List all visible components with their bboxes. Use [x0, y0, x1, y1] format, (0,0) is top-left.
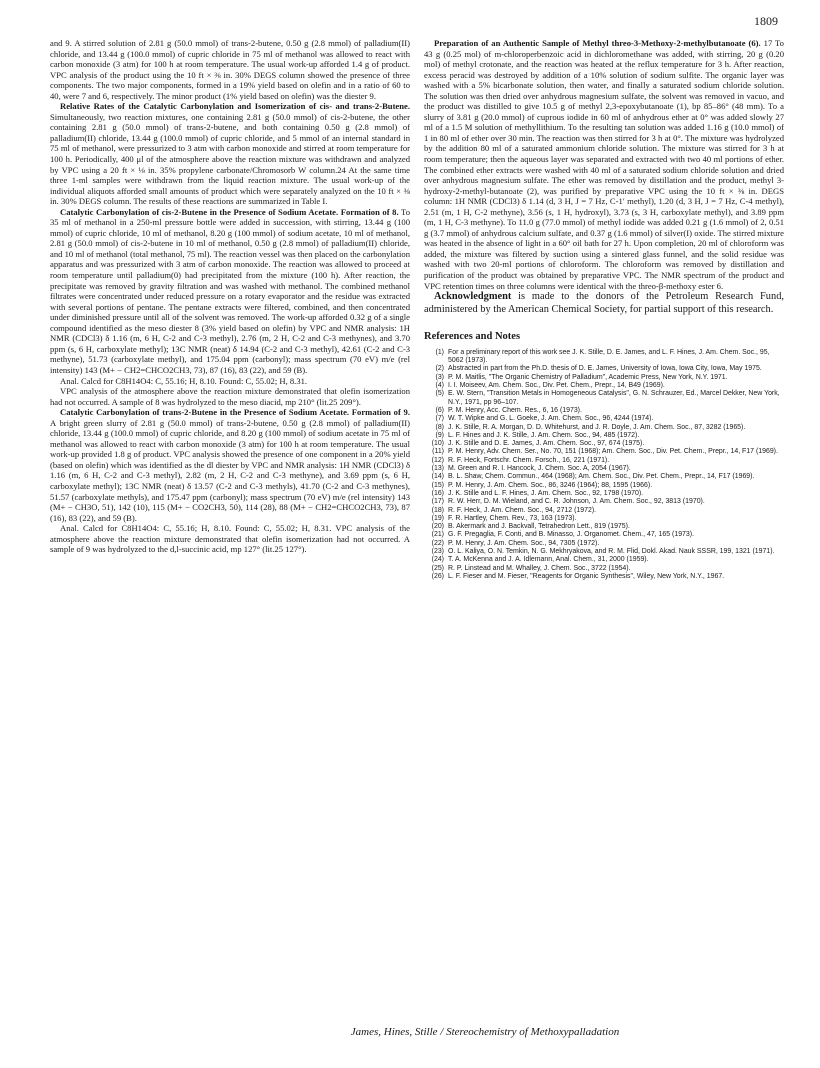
reference-number: (10) [431, 440, 444, 448]
paragraph [50, 101, 410, 206]
references-list [424, 349, 784, 581]
reference-text: L. F. Hines and J. K. Stille, J. Am. Chem. Soc., 94, 485 (1972). [448, 431, 640, 439]
paragraph [50, 38, 410, 101]
paragraph [50, 523, 410, 555]
references-title: References and Notes [424, 331, 521, 343]
right-column [424, 38, 784, 581]
paragraph-text: Anal. Calcd for C8H14O4: C, 55.16; H, 8.10. Found: C, 55.02; H, 8.31. VPC analysis of the atmosphere above the reaction mixture demonstrated that olefin isomerization had not occurred. A sample of 9 was hydrolyzed to the d,l-succinic acid, mp 127° (lit.25 127°). [50, 523, 410, 555]
reference-text: Abstracted in part from the Ph.D. thesis of D. E. James, University of Iowa, Iowa City, Iowa, May 1975. [448, 365, 762, 373]
reference-number: (5) [435, 390, 444, 398]
reference-number: (22) [431, 539, 444, 547]
reference-item [424, 523, 784, 531]
reference-item [424, 457, 784, 465]
paragraph-heading: Preparation of an Authentic Sample of Methyl threo-3-Methoxy-2-methylbutanoate (6). [434, 38, 761, 48]
paragraph-heading: Catalytic Carbonylation of cis-2-Butene in the Presence of Sodium Acetate. Formation of 8. [60, 206, 399, 217]
paragraph-text: Anal. Calcd for C8H14O4: C, 55.16; H, 8.10. Found: C, 55.02; H, 8.31. [60, 375, 308, 386]
reference-number: (14) [431, 473, 444, 481]
reference-number: (18) [431, 506, 444, 514]
reference-text: R. P. Linstead and M. Whalley, J. Chem. Soc., 3722 (1954). [448, 564, 631, 572]
reference-item [424, 382, 784, 390]
reference-item [424, 548, 784, 556]
reference-text: G. F. Pregaglia, F. Conti, and B. Minasso, J. Organomet. Chem., 47, 165 (1973). [448, 531, 695, 539]
paragraph-text: VPC analysis of the atmosphere above the reaction mixture demonstrated that olefin isomerization had not occurred. A sample of 8 was hydrolyzed to the meso diacid, mp 210° (lit.25 209°). [50, 386, 410, 407]
reference-text: B. Akermark and J. Backvall, Tetrahedron Lett., 819 (1975). [448, 523, 630, 531]
reference-text: R. F. Heck, J. Am. Chem. Soc., 94, 2712 (1972). [448, 506, 597, 514]
paragraph [424, 38, 784, 291]
reference-number: (23) [431, 547, 444, 555]
reference-text: L. F. Fieser and M. Fieser, "Reagents for Organic Synthesis", Wiley, New York, N.Y., 1967. [448, 572, 725, 580]
acknowledgment [424, 291, 784, 316]
paragraph [50, 207, 410, 376]
paragraph-text: and 9. A stirred solution of 2.81 g (50.0 mmol) of trans-2-butene, 0.50 g (2.8 mmol) of palladium(II) chloride, and 13.44 g (100.0 mmol) of cupric chloride in 75 ml of methanol was allowed to react with carbon monoxide (3 atm) for 100 h at room temperature. The usual work-up afforded 1.4 g of product. VPC analysis of the product using the 10 ft × ⅜ in. 30% DEGS column showed the presence of three components. The two major components, formed in a 19% yield based on olefin and in a ratio of 60 to 40, were 7 and 6, respectively. The minor product (1% yield based on olefin) was the diester 9. [50, 38, 410, 101]
running-footer: James, Hines, Stille / Stereochemistry of Methoxypalladation [350, 1026, 620, 1038]
reference-text: P. M. Henry, Acc. Chem. Res., 6, 16 (1973). [448, 406, 582, 414]
reference-text: E. W. Stern, "Transition Metals in Homogeneous Catalysis", G. N. Schrauzer, Ed., Marcel Dekker, New York, N.Y., 1971, pp 96–107. [448, 390, 780, 406]
reference-number: (2) [435, 365, 444, 373]
reference-item [424, 531, 784, 539]
reference-item [424, 390, 784, 407]
page-number: 1809 [754, 14, 778, 28]
paragraph-text: Simultaneously, two reaction mixtures, one containing 2.81 g (50.0 mmol) of cis-2-butene, the other containing 2.81 g (50.0 mmol) of trans-2-butene, and both containing 0.50 g (2.8 mmol) of palladium(II) chloride, 13.44 g (100.0 mmol) of cupric chloride, and 5 mmol of an internal standard in 75 ml of methanol, were pressurized to 3 atm with carbon monoxide and stirred at room temperature for 100 h. Periodically, 400 μl of the atmosphere above the reaction mixture was withdrawn and analyzed by VPC using a 20 ft × ⅛ in. 35% propylene carbonate/Chromosorb W column.24 At the same time three 1-ml samples were withdrawn from the liquid reaction mixture. The usual work-up of the individual aliquots afforded small amounts of product which were separately analyzed on the 10 ft × ⅜ in. 30% DEGS column. The results of these reactions are summarized in Table I. [50, 111, 410, 207]
reference-text: J. K. Stille, R. A. Morgan, D. D. Whitehurst, and J. R. Doyle, J. Am. Chem. Soc., 87, 3282 (1965). [448, 423, 746, 431]
reference-text: W. T. Wipke and G. L. Goeke, J. Am. Chem. Soc., 96, 4244 (1974). [448, 415, 654, 423]
reference-number: (26) [431, 572, 444, 580]
reference-item [424, 556, 784, 564]
reference-item [424, 565, 784, 573]
reference-text: P. M. Henry, J. Am. Chem. Soc., 86, 3246 (1964); 88, 1595 (1966). [448, 481, 653, 489]
reference-item [424, 490, 784, 498]
reference-text: B. L. Shaw, Chem. Commun., 464 (1968); Am. Chem. Soc., Div. Pet. Chem., Prepr., 14, F17 (1969). [448, 473, 755, 481]
reference-text: F. R. Hartley, Chem. Rev., 73, 163 (1973). [448, 514, 577, 522]
reference-number: (16) [431, 489, 444, 497]
reference-number: (21) [431, 531, 444, 539]
reference-number: (4) [435, 382, 444, 390]
paragraph-heading: Relative Rates of the Catalytic Carbonylation and Isomerization of cis- and trans-2-Butene. [60, 101, 410, 112]
paragraph [50, 376, 410, 387]
reference-text: P. M. Maitlis, "The Organic Chemistry of Palladium", Academic Press, New York, N.Y. 1971. [448, 373, 728, 381]
reference-number: (24) [431, 556, 444, 564]
reference-text: I. I. Moiseev, Am. Chem. Soc., Div. Pet. Chem., Prepr., 14, B49 (1969). [448, 382, 665, 390]
reference-number: (12) [431, 456, 444, 464]
reference-item [424, 482, 784, 490]
reference-number: (20) [431, 523, 444, 531]
paragraph-text: A bright green slurry of 2.81 g (50.0 mmol) of trans-2-butene, 0.50 g (2.8 mmol) of palladium(II) chloride, 13.44 g (100.0 mmol) of cupric chloride, and 8.20 g (100 mmol) of sodium acetate in 75 ml of methanol was allowed to react with carbon monoxide (3 atm) for 100 h at room temperature. The usual work-up provided 1.8 g of product. VPC analysis showed the presence of one component in a 20% yield (based on olefin) which was identified as the dl diester by VPC and NMR analysis: 1H NMR (CDCl3) δ 1.16 (m, 6 H, C-2 and C-3 methyl), 2.82 (m, 2 H, C-2 and C-3 methyne), and 3.69 ppm (s, 6 H, carboxylate methyl); 13C NMR (neat) δ 13.57 (C-2 and C-3 methyls), 41.70 (C-2 and C-3 methynes), 51.57 (carboxylate methyls), and 175.47 ppm (carbonyl); mass spectrum (70 eV) m/e (rel intensity) 143 (M+ − CH3O, 51), 142 (10), 115 (M+ − CO2CH3, 50), 114 (28), 88 (M+ − CH2=CHCO2CH3, 73), 87 (16), 83 (22), and 59 (B). [50, 417, 410, 523]
reference-item [424, 415, 784, 423]
paragraph [50, 407, 410, 523]
reference-item [424, 573, 784, 581]
reference-item [424, 440, 784, 448]
reference-number: (1) [435, 348, 444, 356]
reference-item [424, 507, 784, 515]
reference-text: J. K. Stille and D. E. James, J. Am. Chem. Soc., 97, 674 (1975). [448, 440, 645, 448]
paragraph-text: 17 To 43 g (0.25 mol) of m-chloroperbenzoic acid in dichloromethane was added, with stirring, 20 g (0.20 mol) of methyl crotonate, and the reaction was heated at the reflux temperature for 3 h. After reaction, excess peracid was destroyed by addition of a 10% solution of sodium sulfite. The organic layer was washed with a 5% bicarbonate solution, then water, and finally a saturated sodium chloride solution. The solution was then dried over anhydrous magnesium sulfate, the solvent was removed in vacuo, and the product was distilled to give 10.5 g of methyl 2,3-epoxybutanoate (1), bp 85–86° (48 mm). To a slurry of 3.81 g (20.0 mmol) of cuprous iodide in 60 ml of anhydrous ether at 0° was added slowly 27 ml of a 1.5 M solution of methyllithium. To the resulting tan solution was added 1.16 g (10.0 mmol) of 1 in 80 ml of ether over 30 min. The reaction was then stirred for 3 h at 0°. The mixture was hydrolyzed by the addition 80 ml of a saturated ammonium chloride solution. The mixture was stirred for 3 h at room temperature; then the aqueous layer was separated and extracted with two 40 ml portions of ether. The combined ether extracts were washed with 40 ml of a saturated sodium chloride solution and dried over anhydrous magnesium sulfate. The ether was removed by distillation and the product, methyl 3-hydroxy-2-methyl-butanoate (2), was purified by preparative VPC using the 10 ft × ⅜ in. DEGS column: 1H NMR (CDCl3) δ 1.14 (d, 3 H, J = 7 Hz, C-1′ methyl), 1.20 (d, 3 H, J = 7 Hz, C-4 methyl), 2.51 (m, 1 H, C-2 methyne), 3.56 (s, 1 H, hydroxyl), 3.73 (s, 3 H, carboxylate methyl), and 3.89 ppm (m, 1 H, C-3 methyne). To 11.0 g (77.0 mmol) of methyl iodide was added 0.21 g (1.6 mmol) of 2, 0.51 g (3.7 mmol) of anhydrous calcium sulfate, and 0.37 g (1.6 mmol) of silver(I) oxide. The stirred mixture was heated in the absence of light in a 60° oil bath for 27 h. Upon completion, 20 ml of chloroform was added, the mixture was filtered by suction using a sintered glass funnel, and the solid residue was washed with two 20-ml portions of chloroform. The chloroform was removed by distillation and purification of the product was obtained by preparative VPC. The NMR spectrum of the product and VPC retention times on three columns were identical with the threo-β-methoxy ester 6. [424, 38, 784, 291]
acknowledgment-text: is made to the donors of the Petroleum Research Fund, administered by the American Chemical Society, for partial support of this research. [424, 291, 784, 315]
reference-number: (13) [431, 465, 444, 473]
left-column [50, 38, 410, 555]
reference-number: (17) [431, 498, 444, 506]
reference-number: (25) [431, 564, 444, 572]
paragraph-heading: Catalytic Carbonylation of trans-2-Butene in the Presence of Sodium Acetate. Formation of 9. [60, 407, 410, 418]
reference-number: (8) [435, 423, 444, 431]
paragraph [50, 386, 410, 407]
reference-item [424, 349, 784, 366]
reference-number: (7) [435, 415, 444, 423]
paragraph-text: To 35 ml of methanol in a 250-ml pressure bottle were added in succession, with stirring, 13.44 g (100 mmol) of cupric chloride, 10 ml of methanol, 8.20 g (100 mmol) of sodium acetate, 10 ml of methanol, 2.81 g (50.0 mmol) of cis-2-butene in 10 ml of methanol, 0.50 g (2.8 mmol) of palladium(II) chloride, and 10 ml of methanol (total methanol, 75 ml). The reaction vessel was then placed on the carbonylation apparatus and was pressurized with 3 atm of carbon monoxide. The reaction was allowed to proceed at room temperature until palladium(0) had precipitated from the mixture (100 h). After reaction, the precipitate was removed by gravity filtration and was washed with methanol. The combined methanol filtrates were concentrated under reduced pressure on a rotary evaporator and the residue was extracted with several portions of pentane. The pentane extracts were filtered, combined, and then concentrated under diminished pressure until all of the solvent was removed. The work-up afforded 0.32 g of a single compound identified as the meso diester 8 (3% yield based on olefin) by VPC and NMR analysis: 1H NMR (CDCl3) δ 1.16 (m, 6 H, C-2 and C-3 methyl), 2.76 (m, 2 H, C-2 and C-3 methynes), and 3.70 ppm (s, 6 H, carboxylate methyl); 13C NMR (neat) δ 14.94 (C-2 and C-3 methyl), 42.61 (C-2 and C-3 methyne), 51.73 (carboxylate methyl), and 175.04 ppm (carbonyl); mass spectrum (70 eV) m/e (rel intensity) 143 (M+ − CH2=CHCO2CH3, 73), 87 (16), 83 (22), and 59 (B). [50, 206, 410, 375]
reference-number: (19) [431, 514, 444, 522]
reference-item [424, 365, 784, 373]
reference-number: (15) [431, 481, 444, 489]
reference-number: (9) [435, 431, 444, 439]
reference-item [424, 432, 784, 440]
reference-text: R. F. Heck, Fortschr. Chem. Forsch., 16, 221 (1971). [448, 456, 610, 464]
reference-item [424, 448, 784, 456]
reference-item [424, 374, 784, 382]
reference-item [424, 407, 784, 415]
reference-item [424, 515, 784, 523]
reference-number: (3) [435, 373, 444, 381]
reference-item [424, 540, 784, 548]
reference-item [424, 498, 784, 506]
acknowledgment-heading: Acknowledgment [434, 291, 512, 303]
reference-text: O. L. Kaliya, O. N. Temkin, N. G. Mekhryakova, and R. M. Flid, Dokl. Akad. Nauk SSSR, 199, 1321 (1971). [448, 547, 775, 555]
reference-number: (11) [432, 448, 444, 456]
reference-text: T. A. McKenna and J. A. Idlemann, Anal. Chem., 31, 2000 (1959). [448, 556, 649, 564]
reference-number: (6) [435, 406, 444, 414]
reference-text: P. M. Henry, Adv. Chem. Ser., No. 70, 151 (1968); Am. Chem. Soc., Div. Pet. Chem., Prepr., 14, F17 (1969). [448, 448, 778, 456]
reference-text: J. K. Stille and L. F. Hines, J. Am. Chem. Soc., 92, 1798 (1970). [448, 489, 644, 497]
reference-text: M. Green and R. I. Hancock, J. Chem. Soc. A, 2054 (1967). [448, 465, 631, 473]
reference-item [424, 424, 784, 432]
reference-text: P. M. Henry, J. Am. Chem. Soc., 94, 7305 (1972). [448, 539, 600, 547]
reference-text: For a preliminary report of this work see J. K. Stille, D. E. James, and L. F. Hines, J. Am. Chem. Soc., 95, 5062 (1973). [448, 348, 770, 365]
reference-item [424, 473, 784, 481]
reference-text: R. W. Herr, D. M. Wieland, and C. R. Johnson, J. Am. Chem. Soc., 92, 3813 (1970). [448, 498, 705, 506]
reference-item [424, 465, 784, 473]
